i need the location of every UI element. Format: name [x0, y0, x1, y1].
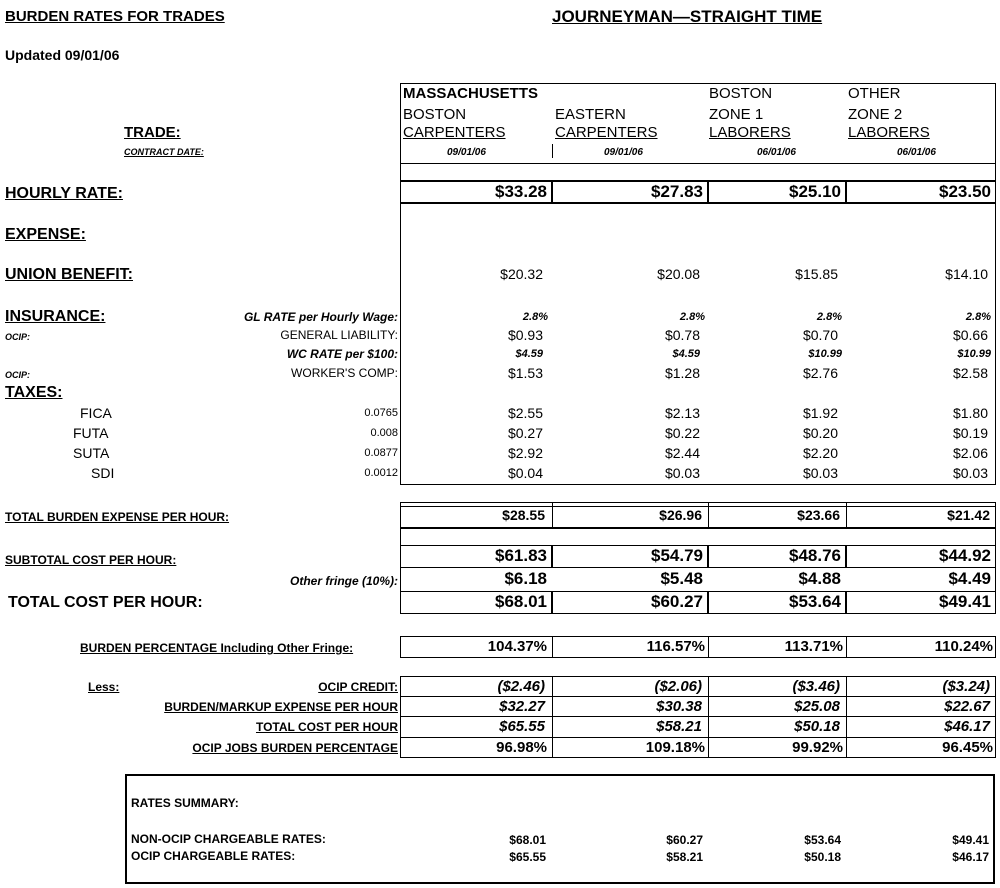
burden-pct-label: BURDEN PERCENTAGE Including Other Fringe:	[80, 641, 354, 655]
gl-rate-3: 2.8%	[816, 311, 842, 323]
fica-3: $1.92	[802, 405, 838, 421]
sdi-1: $0.04	[507, 465, 543, 481]
suta-4: $2.06	[952, 445, 988, 461]
tax-fica-label: FICA	[80, 405, 112, 421]
non-ocip-1: $68.01	[509, 833, 546, 847]
col1-line2: BOSTON	[403, 106, 467, 123]
contract-date-label: CONTRACT DATE:	[124, 147, 204, 157]
ocip-jobs-pct-3: 99.92%	[792, 739, 843, 756]
col1-date: 09/01/06	[447, 147, 486, 158]
updated-date: Updated 09/01/06	[5, 47, 120, 63]
ocip-label-2: OCIP:	[5, 370, 31, 380]
futa-2: $0.22	[664, 425, 700, 441]
burden-markup-4: $22.67	[944, 698, 990, 715]
fica-2: $2.13	[664, 405, 700, 421]
subtotal-4: $44.92	[939, 546, 991, 565]
ocip-jobs-pct-2: 109.18%	[645, 739, 705, 756]
burden-markup-2: $30.38	[656, 698, 702, 715]
ocip-credit-1: ($2.46)	[497, 678, 545, 695]
general-liability-3: $0.70	[802, 327, 838, 343]
ocip-credit-2: ($2.06)	[654, 678, 702, 695]
suta-2: $2.44	[664, 445, 700, 461]
workers-comp-4: $2.58	[952, 365, 988, 381]
total-cost-2: $60.27	[651, 592, 703, 611]
ocip-jobs-pct-1: 96.98%	[496, 739, 547, 756]
subtotal-2: $54.79	[651, 546, 703, 565]
total-burden-2: $26.96	[659, 507, 702, 523]
tax-suta-rate: 0.0877	[364, 447, 398, 459]
gl-rate-2: 2.8%	[679, 311, 705, 323]
non-ocip-2: $60.27	[666, 833, 703, 847]
total-cost-3: $53.64	[789, 592, 841, 611]
ocip-rates-label: OCIP CHARGEABLE RATES:	[131, 849, 296, 863]
general-liability-2: $0.78	[664, 327, 700, 343]
union-benefit-3: $15.85	[795, 266, 838, 282]
col3-date: 06/01/06	[757, 147, 796, 158]
ocip-jobs-pct-label: OCIP JOBS BURDEN PERCENTAGE	[192, 741, 398, 755]
total-burden-4: $21.42	[947, 507, 990, 523]
rates-summary-box	[125, 774, 995, 884]
total-cost-label: TOTAL COST PER HOUR:	[8, 594, 203, 611]
hourly-divider	[400, 203, 996, 204]
hourly-rate-2: $27.83	[651, 182, 703, 201]
workers-comp-1: $1.53	[507, 365, 543, 381]
total-cost-4: $49.41	[939, 592, 991, 611]
ocip-credit-4: ($3.24)	[942, 678, 990, 695]
col4-line3: LABORERS	[848, 124, 930, 141]
ocip-jobs-pct-4: 96.45%	[942, 739, 993, 756]
wc-rate-4: $10.99	[957, 348, 991, 360]
burden-markup-label: BURDEN/MARKUP EXPENSE PER HOUR	[164, 700, 398, 714]
hourly-rate-3: $25.10	[789, 182, 841, 201]
col3-line2: ZONE 1	[709, 106, 764, 123]
union-benefit-1: $20.32	[500, 266, 543, 282]
hourly-rate-4: $23.50	[939, 182, 991, 201]
total-burden-3: $23.66	[797, 507, 840, 523]
general-liability-label: GENERAL LIABILITY:	[280, 328, 398, 342]
taxes-label: TAXES:	[5, 384, 63, 401]
workers-comp-3: $2.76	[802, 365, 838, 381]
wc-rate-1: $4.59	[515, 348, 543, 360]
tax-futa-label: FUTA	[73, 425, 109, 441]
hourly-rate-label: HOURLY RATE:	[5, 185, 123, 202]
fica-4: $1.80	[952, 405, 988, 421]
total-burden-1: $28.55	[502, 507, 545, 523]
futa-3: $0.20	[802, 425, 838, 441]
total-cost-hour-3: $50.18	[794, 718, 840, 735]
total-cost-hour-label: TOTAL COST PER HOUR	[255, 720, 398, 734]
total-cost-1: $68.01	[495, 592, 547, 611]
general-liability-4: $0.66	[952, 327, 988, 343]
sdi-4: $0.03	[952, 465, 988, 481]
col2-line2: EASTERN	[555, 106, 626, 123]
less-label: Less:	[88, 680, 120, 694]
wc-rate-label: WC RATE per $100:	[286, 347, 398, 361]
burden-markup-1: $32.27	[499, 698, 545, 715]
workers-comp-label: WORKER'S COMP:	[291, 366, 398, 380]
burden-pct-3: 113.71%	[784, 638, 843, 655]
total-burden-label: TOTAL BURDEN EXPENSE PER HOUR:	[5, 510, 230, 524]
fica-1: $2.55	[507, 405, 543, 421]
gl-rate-4: 2.8%	[965, 311, 991, 323]
expense-label: EXPENSE:	[5, 226, 86, 243]
insurance-label: INSURANCE:	[5, 308, 106, 325]
tax-suta-label: SUTA	[73, 445, 110, 461]
burden-pct-1: 104.37%	[487, 638, 547, 655]
ocip-rate-2: $58.21	[666, 850, 703, 864]
ocip-rate-4: $46.17	[952, 850, 989, 864]
tax-fica-rate: 0.0765	[364, 407, 398, 419]
col2-line3: CARPENTERS	[555, 124, 658, 141]
non-ocip-4: $49.41	[952, 833, 989, 847]
page-subtitle: JOURNEYMAN—STRAIGHT TIME	[552, 7, 823, 26]
col3-line3: LABORERS	[709, 124, 791, 141]
other-fringe-label: Other fringe (10%):	[289, 574, 398, 588]
rates-summary-title: RATES SUMMARY:	[131, 796, 239, 810]
total-cost-hour-1: $65.55	[499, 718, 545, 735]
col4-date: 06/01/06	[897, 147, 936, 158]
general-liability-1: $0.93	[507, 327, 543, 343]
subtotal-1: $61.83	[495, 546, 547, 565]
col1-line3: CARPENTERS	[403, 124, 506, 141]
header-divider	[400, 163, 996, 164]
ocip-rate-3: $50.18	[804, 850, 841, 864]
total-cost-hour-4: $46.17	[944, 718, 990, 735]
wc-rate-2: $4.59	[672, 348, 700, 360]
other-fringe-4: $4.49	[948, 569, 991, 588]
ocip-credit-label: OCIP CREDIT:	[318, 680, 398, 694]
non-ocip-label: NON-OCIP CHARGEABLE RATES:	[131, 832, 326, 846]
sdi-2: $0.03	[664, 465, 700, 481]
hourly-rate-1: $33.28	[495, 182, 547, 201]
ocip-label-1: OCIP:	[5, 332, 31, 342]
gl-rate-1: 2.8%	[522, 311, 548, 323]
ocip-credit-3: ($3.46)	[792, 678, 840, 695]
non-ocip-3: $53.64	[804, 833, 841, 847]
other-fringe-3: $4.88	[798, 569, 841, 588]
suta-1: $2.92	[507, 445, 543, 461]
subtotal-label: SUBTOTAL COST PER HOUR:	[5, 553, 177, 567]
total-cost-hour-2: $58.21	[656, 718, 702, 735]
col3-line1: BOSTON	[709, 85, 773, 102]
futa-1: $0.27	[507, 425, 543, 441]
col2-date: 09/01/06	[604, 147, 643, 158]
page-title: BURDEN RATES FOR TRADES	[5, 8, 225, 25]
sdi-3: $0.03	[802, 465, 838, 481]
union-benefit-2: $20.08	[657, 266, 700, 282]
workers-comp-2: $1.28	[664, 365, 700, 381]
union-benefit-label: UNION BENEFIT:	[5, 266, 133, 283]
ocip-rate-1: $65.55	[509, 850, 546, 864]
futa-4: $0.19	[952, 425, 988, 441]
col4-line1: OTHER	[848, 85, 901, 102]
tax-sdi-label: SDI	[91, 465, 115, 481]
subtotal-3: $48.76	[789, 546, 841, 565]
date-separator	[552, 144, 553, 158]
trade-label: TRADE:	[124, 124, 181, 141]
tax-sdi-rate: 0.0012	[364, 467, 398, 479]
col4-line2: ZONE 2	[848, 106, 903, 123]
wc-rate-3: $10.99	[808, 348, 842, 360]
suta-3: $2.20	[802, 445, 838, 461]
gl-rate-label: GL RATE per Hourly Wage:	[243, 310, 398, 324]
tax-futa-rate: 0.008	[370, 427, 398, 439]
burden-markup-3: $25.08	[794, 698, 840, 715]
other-fringe-1: $6.18	[504, 569, 547, 588]
col1-line1: MASSACHUSETTS	[403, 85, 539, 102]
other-fringe-2: $5.48	[660, 569, 703, 588]
burden-pct-2: 116.57%	[646, 638, 705, 655]
union-benefit-4: $14.10	[945, 266, 988, 282]
burden-pct-4: 110.24%	[934, 638, 993, 655]
